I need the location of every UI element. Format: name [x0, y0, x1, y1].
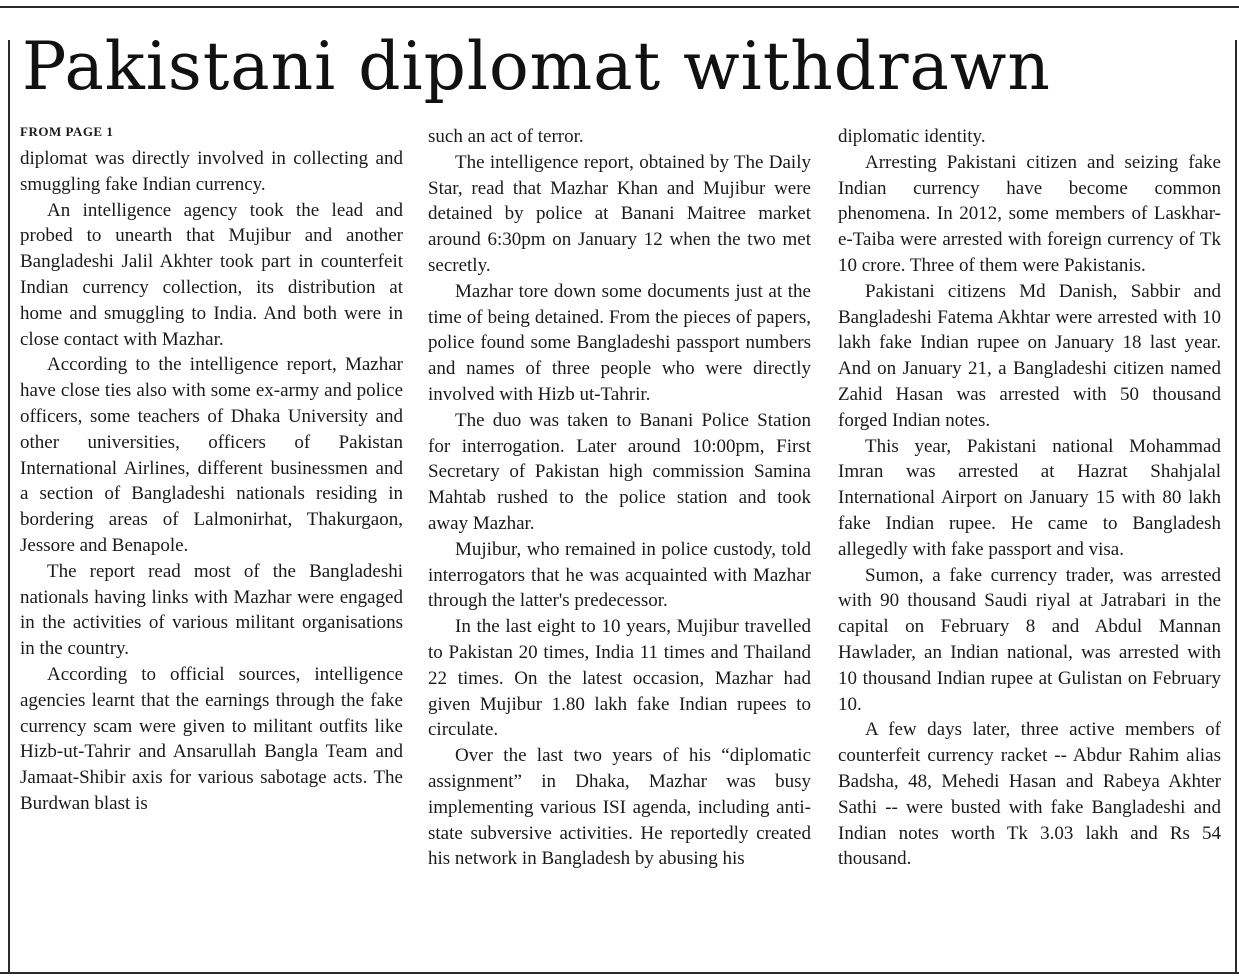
paragraph: In the last eight to 10 years, Mujibur travelled to Pakistan 20 times, India 11 times and Thailand 22 times. On the latest occasion, Mazhar had given Mujibur 1.80 lakh fake Indian rupees to circulate.	[428, 616, 811, 741]
paragraph: The intelligence report, obtained by The Daily Star, read that Mazhar Khan and Mujibur were detained by police at Banani Maitree market around 6:30pm on January 12 when the two met secretly.	[428, 151, 811, 276]
paragraph: Sumon, a fake currency trader, was arrested with 90 thousand Saudi riyal at Jatrabari in the capital on February 8 and Abdul Mannan Hawlader, an Indian national, was arrested with 10 thousand Indian rupee at Gulistan on February 10.	[838, 564, 1221, 715]
article-column-3	[838, 124, 1221, 969]
paragraph: An intelligence agency took the lead and probed to unearth that Mujibur and another Bangladeshi Jalil Akhter took part in counterfeit Indian currency collection, its distribution at home and smuggling to India. And both were in close contact with Mazhar.	[20, 199, 403, 350]
paragraph: Pakistani citizens Md Danish, Sabbir and Bangladeshi Fatema Akhtar were arrested with 10 lakh fake Indian rupee on January 18 last year. And on January 21, a Bangladeshi citizen named Zahid Hasan was arrested with 50 thousand forged Indian notes.	[838, 280, 1221, 431]
paragraph: diplomatic identity.	[838, 126, 986, 147]
article-column-2	[428, 124, 811, 969]
paragraph: A few days later, three active members of counterfeit currency racket -- Abdur Rahim alias Badsha, 48, Mehedi Hasan and Rabeya Akhter Sathi -- were busted with fake Bangladeshi and Indian notes worth Tk 3.03 lakh and Rs 54 thousand.	[838, 719, 1221, 870]
top-rule	[0, 6, 1239, 8]
paragraph: Arresting Pakistani citizen and seizing fake Indian currency have become common phenomena. In 2012, some members of Laskhar-e-Taiba were arrested with foreign currency of Tk 10 crore. Three of them were Pakistanis.	[838, 151, 1221, 276]
paragraph: Over the last two years of his “diplomatic assignment” in Dhaka, Mazhar was busy implementing various ISI agenda, including anti-state subversive activities. He reportedly created his network in Bangladesh by abusing his	[428, 745, 811, 870]
paragraph: The report read most of the Bangladeshi nationals having links with Mazhar were engaged in the activities of various militant organisations in the country.	[20, 560, 403, 660]
kicker-from-page-1: FROM PAGE 1	[20, 124, 114, 139]
left-rule	[8, 40, 10, 972]
paragraph: such an act of terror.	[428, 126, 584, 147]
paragraph: This year, Pakistani national Mohammad Imran was arrested at Hazrat Shahjalal International Airport on January 15 with 80 lakh fake Indian rupee. He came to Bangladesh allegedly with fake passport and visa.	[838, 435, 1221, 560]
bottom-rule	[0, 972, 1239, 974]
paragraph: Mazhar tore down some documents just at the time of being detained. From the pieces of papers, police found some Bangladeshi passport numbers and names of three people who were directly involved with Hizb ut-Tahrir.	[428, 280, 811, 405]
paragraph: The duo was taken to Banani Police Station for interrogation. Later around 10:00pm, First Secretary of Pakistan high commission Samina Mahtab rushed to the police station and took away Mazhar.	[428, 409, 811, 534]
paragraph: According to the intelligence report, Mazhar have close ties also with some ex-army and police officers, some teachers of Dhaka University and other universities, officers of Pakistan International Airlines, different businessmen and a section of Bangladeshi nationals residing in bordering areas of Lalmonirhat, Thakurgaon, Jessore and Benapole.	[20, 354, 403, 556]
headline: Pakistani diplomat withdrawn	[22, 28, 1051, 105]
paragraph: diplomat was directly involved in collecting and smuggling fake Indian currency.	[20, 148, 403, 195]
paragraph: Mujibur, who remained in police custody, told interrogators that he was acquainted with Mazhar through the latter's predecessor.	[428, 538, 811, 612]
paragraph: According to official sources, intelligence agencies learnt that the earnings through the fake currency scam were given to militant outfits like Hizb-ut-Tahrir and Ansarullah Bangla Team and Jamaat-Shibir axis for various sabotage acts. The Burdwan blast is	[20, 663, 403, 814]
right-rule	[1235, 40, 1237, 972]
article-column-1	[20, 124, 403, 969]
